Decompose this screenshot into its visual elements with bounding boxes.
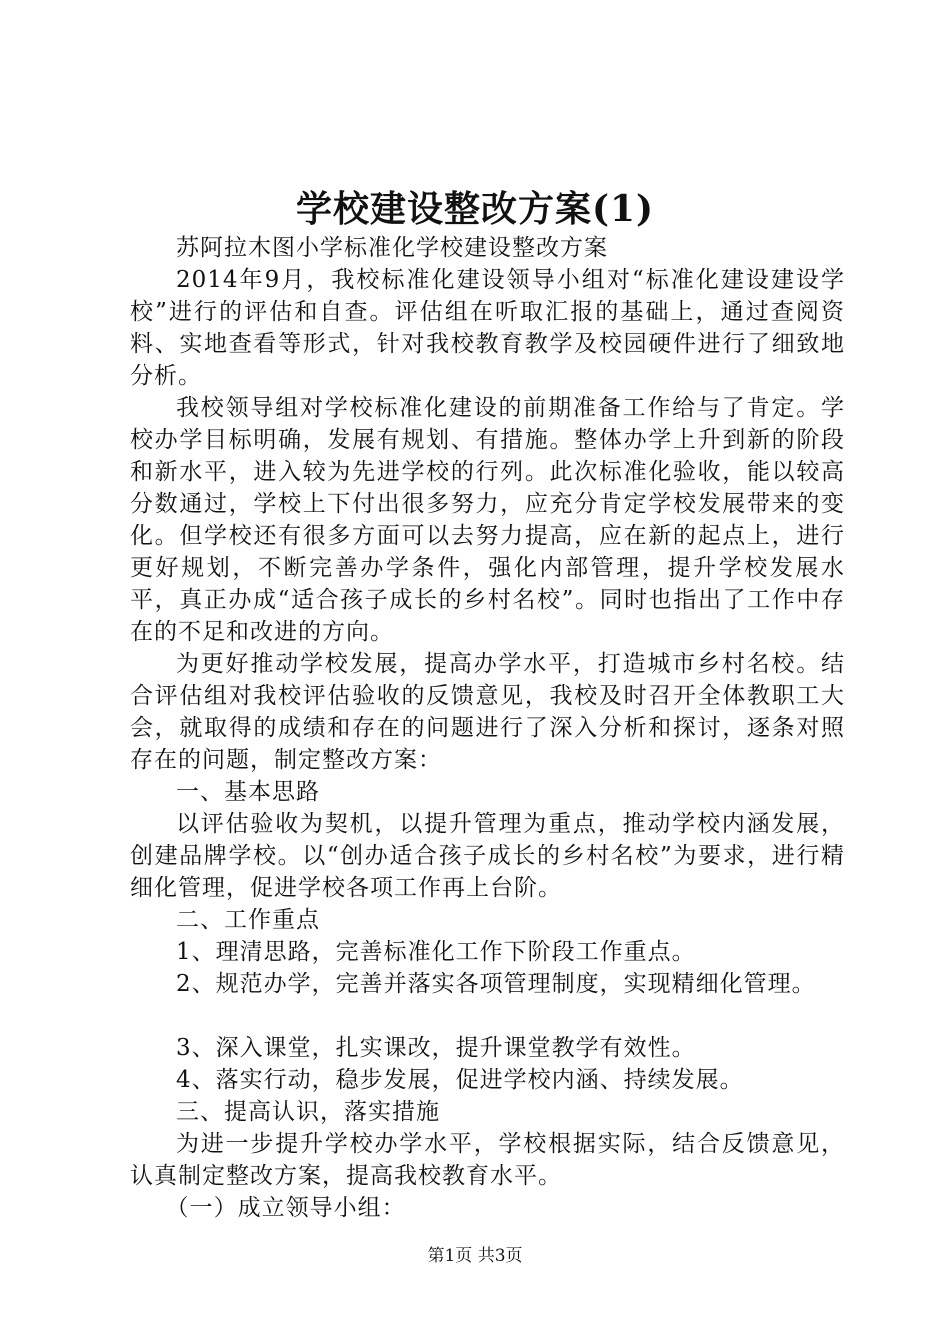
list-item-focus-2: 2、规范办学，完善并落实各项管理制度，实现精细化管理。 xyxy=(176,971,816,997)
section-heading-measures: 三、提高认识，落实措施 xyxy=(176,1099,440,1125)
paragraph-measures: 为进一步提升学校办学水平，学校根据实际，结合反馈意见，认真制定整改方案，提高我校教育水平。 xyxy=(130,1131,845,1189)
paragraph-intro: 2014年9月，我校标准化建设领导小组对“标准化建设建设学校”进行的评估和自查。评估组在听取汇报的基础上，通过查阅资料、实地查看等形式，针对我校教育教学及校园硬件进行了细致地分析。 xyxy=(130,267,845,389)
paragraph-purpose: 为更好推动学校发展，提高办学水平，打造城市乡村名校。结合评估组对我校评估验收的反馈意见，我校及时召开全体教职工大会，就取得的成绩和存在的问题进行了深入分析和探讨，逐条对照存在的问题，制定整改方案： xyxy=(130,651,845,773)
list-item-focus-3: 3、深入课堂，扎实课改，提升课堂教学有效性。 xyxy=(176,1035,696,1061)
section-heading-work-focus: 二、工作重点 xyxy=(176,907,320,933)
paragraph-affirmation: 我校领导组对学校标准化建设的前期准备工作给与了肯定。学校办学目标明确，发展有规划、有措施。整体办学上升到新的阶段和新水平，进入较为先进学校的行列。此次标准化验收，能以较高分数通过，学校上下付出很多努力，应充分肯定学校发展带来的变化。但学校还有很多方面可以去努力提高，应在新的起点上，进行更好规划，不断完善办学条件，强化内部管理，提升学校发展水平，真正办成“适合孩子成长的乡村名校”。同时也指出了工作中存在的不足和改进的方向。 xyxy=(130,395,845,645)
document-subtitle: 苏阿拉木图小学标准化学校建设整改方案 xyxy=(176,235,608,261)
list-item-focus-1: 1、理清思路，完善标准化工作下阶段工作重点。 xyxy=(176,939,696,965)
page-number-footer: 第1页 共3页 xyxy=(427,1246,523,1266)
document-body xyxy=(130,232,845,1224)
subsection-heading-leadership-group: （一）成立领导小组： xyxy=(165,1195,406,1221)
paragraph-basic-approach: 以评估验收为契机，以提升管理为重点，推动学校内涵发展，创建品牌学校。以“创办适合孩子成长的乡村名校”为要求，进行精细化管理，促进学校各项工作再上台阶。 xyxy=(130,811,845,901)
list-item-focus-4: 4、落实行动，稳步发展，促进学校内涵、持续发展。 xyxy=(176,1067,744,1093)
document-title: 学校建设整改方案(1) xyxy=(295,188,655,230)
section-heading-basic-approach: 一、基本思路 xyxy=(176,779,320,805)
